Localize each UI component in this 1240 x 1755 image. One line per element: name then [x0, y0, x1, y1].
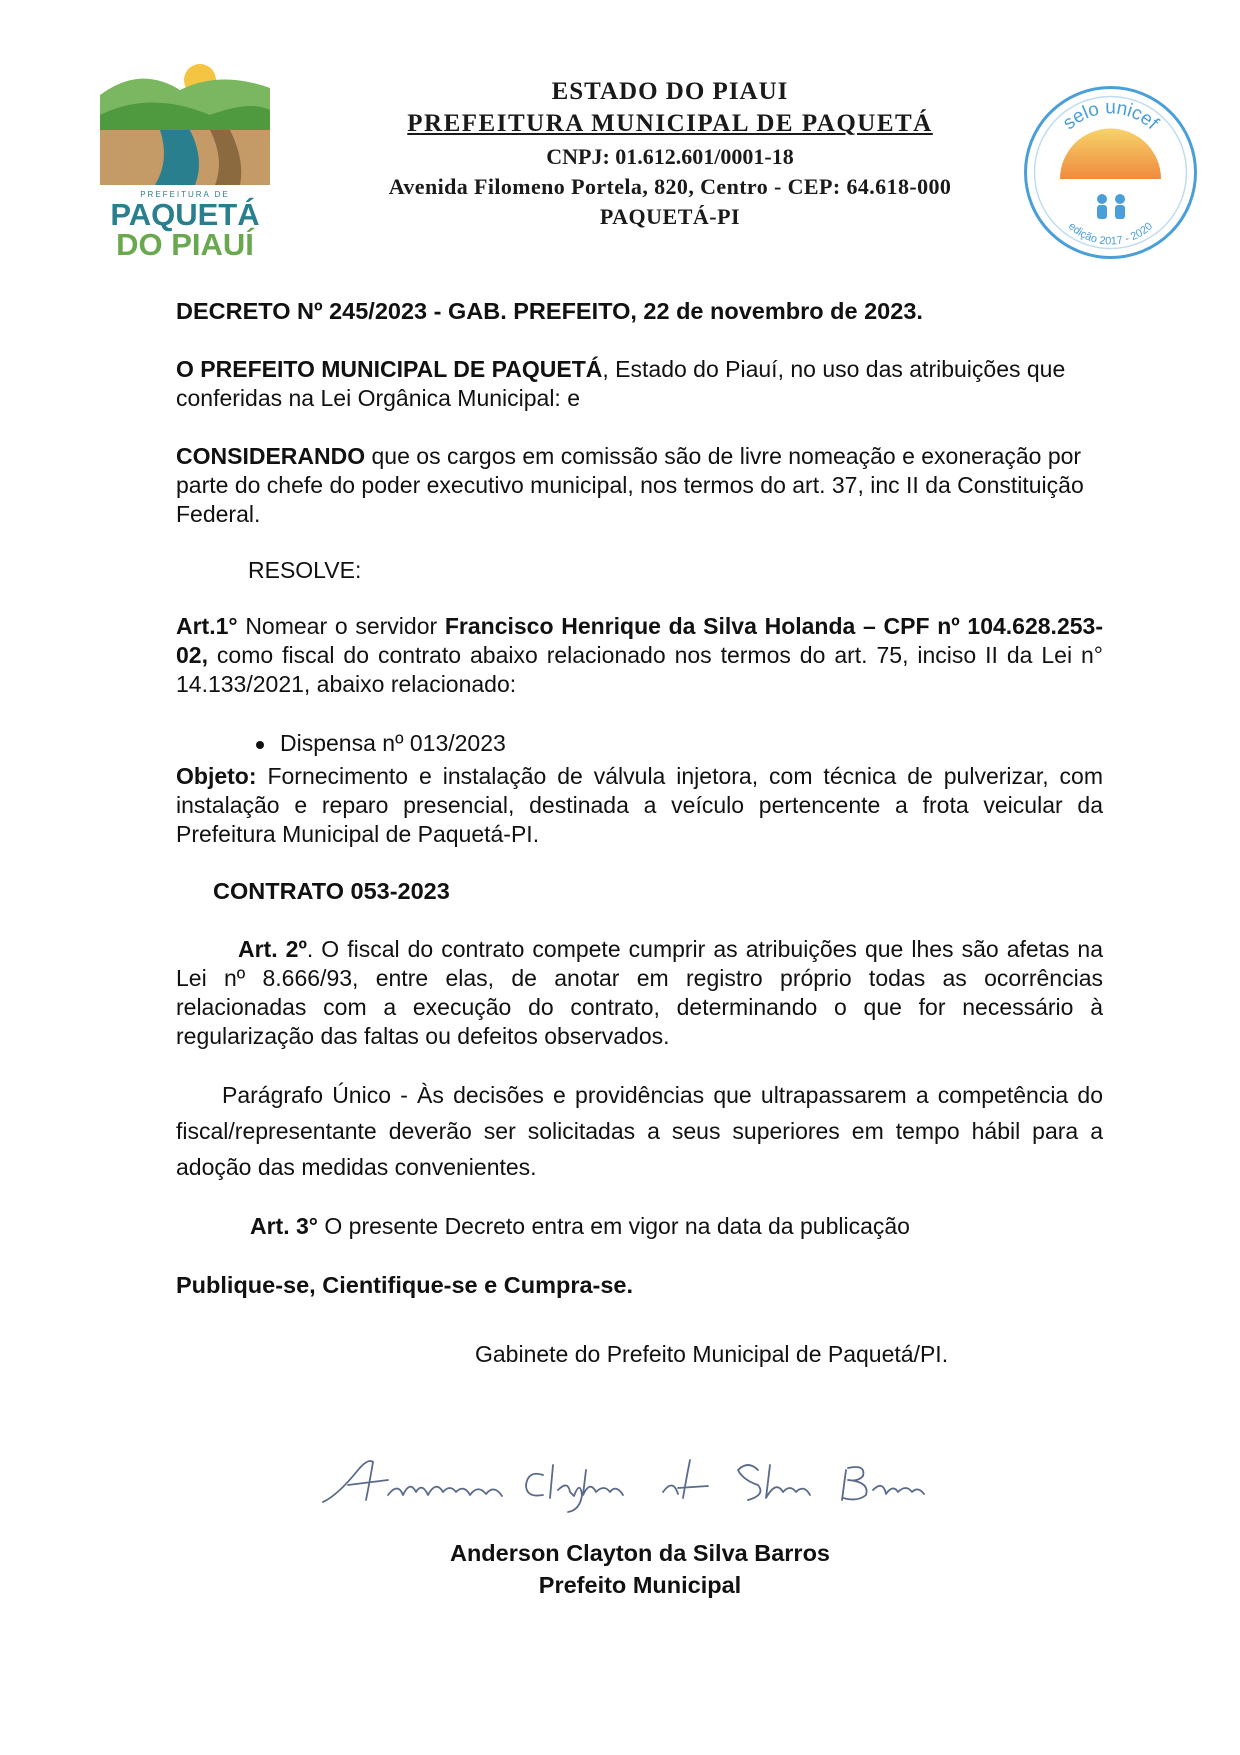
header-prefeitura: PREFEITURA MUNICIPAL DE PAQUETÁ	[407, 110, 933, 137]
unicef-arc-top: selo unicef	[1059, 97, 1163, 135]
signer-role: Prefeito Municipal	[538, 1572, 742, 1598]
paragraph-considerando-bold: CONSIDERANDO	[176, 443, 366, 469]
header-address: Avenida Filomeno Portela, 820, Centro - CEP: 64.618-000	[388, 174, 952, 199]
header-state: ESTADO DO PIAUI	[551, 78, 789, 105]
objeto-label: Objeto:	[176, 763, 257, 789]
paragrafo-unico: Parágrafo Único - Às decisões e providências que ultrapassarem a competência do fiscal/representante deverão ser solicitadas a seus superiores em tempo hábil para a adoção das medidas convenientes.	[176, 1082, 1103, 1180]
article-1	[176, 612, 1103, 699]
header-city: PAQUETÁ-PI	[599, 204, 741, 229]
article-1-text-b: como fiscal do contrato abaixo relacionado nos termos do art. 75, inciso II da Lei n° 14.133/2021, abaixo relacionado:	[176, 642, 1103, 697]
article-2-text: . O fiscal do contrato compete cumprir as atribuições que lhes são afetas na Lei nº 8.666/93, entre elas, de anotar em registro próprio todas as ocorrências relacionadas com a execução do contrato, determinando o que for necessário à regularização das faltas ou defeitos observados.	[176, 936, 1103, 1049]
objeto-text: Fornecimento e instalação de válvula injetora, com técnica de pulverizar, com instalação e reparo presencial, destinada a veículo pertencente a frota veicular da Prefeitura Municipal de Paquetá-PI.	[176, 763, 1103, 847]
article-1-servidor: Francisco Henrique da Silva Holanda – CPF nº 104.628.253-02,	[176, 613, 1103, 668]
paragraph-prefeito-bold: O PREFEITO MUNICIPAL DE PAQUETÁ	[176, 356, 603, 382]
article-3-text: O presente Decreto entra em vigor na data da publicação	[318, 1213, 910, 1239]
gabinete-line: Gabinete do Prefeito Municipal de Paquetá/PI.	[475, 1341, 949, 1367]
unicef-arc-bottom: edição 2017 - 2020	[1065, 220, 1156, 248]
header-cnpj: CNPJ: 01.612.601/0001-18	[546, 144, 794, 169]
signer-name: Anderson Clayton da Silva Barros	[449, 1540, 831, 1566]
resolve-heading: RESOLVE:	[248, 557, 362, 583]
paragraph-considerando-text: que os cargos em comissão são de livre nomeação e exoneração por parte do chefe do poder executivo municipal, nos termos do art. 37, inc II da Constituição Federal.	[176, 443, 1084, 527]
logo-line2: DO PIAUÍ	[116, 227, 254, 262]
paqueta-municipal-logo-icon	[100, 60, 300, 265]
article-2	[176, 935, 1103, 1051]
logo-line1: PAQUETÁ	[110, 197, 260, 232]
article-2-label: Art. 2º	[238, 936, 307, 962]
bullet-dispensa: Dispensa nº 013/2023	[280, 730, 506, 756]
objeto-paragraph	[176, 762, 1103, 849]
paragraph-considerando	[176, 442, 1103, 529]
contrato-heading: CONTRATO 053-2023	[213, 878, 450, 904]
handwritten-signature	[318, 1440, 930, 1515]
publique-line: Publique-se, Cientifique-se e Cumpra-se.	[176, 1272, 634, 1298]
svg-text:edição 2017 - 2020	[1066, 220, 1155, 247]
decree-title: DECRETO Nº 245/2023 - GAB. PREFEITO, 22 de novembro de 2023.	[176, 298, 923, 324]
article-3-label: Art. 3°	[250, 1213, 318, 1239]
selo-unicef-seal-icon	[1022, 84, 1199, 261]
signer-block	[300, 1537, 980, 1601]
paragraph-prefeito	[176, 355, 1103, 413]
logo-top-text: PREFEITURA DE	[140, 190, 230, 199]
article-1-text-a: Nomear o servidor	[237, 613, 445, 639]
article-3	[250, 1212, 910, 1241]
article-1-label: Art.1°	[176, 613, 238, 639]
paragraph-prefeito-text: , Estado do Piauí, no uso das atribuições que conferidas na Lei Orgânica Municipal: e	[176, 356, 1066, 411]
bullet-icon	[256, 741, 264, 749]
